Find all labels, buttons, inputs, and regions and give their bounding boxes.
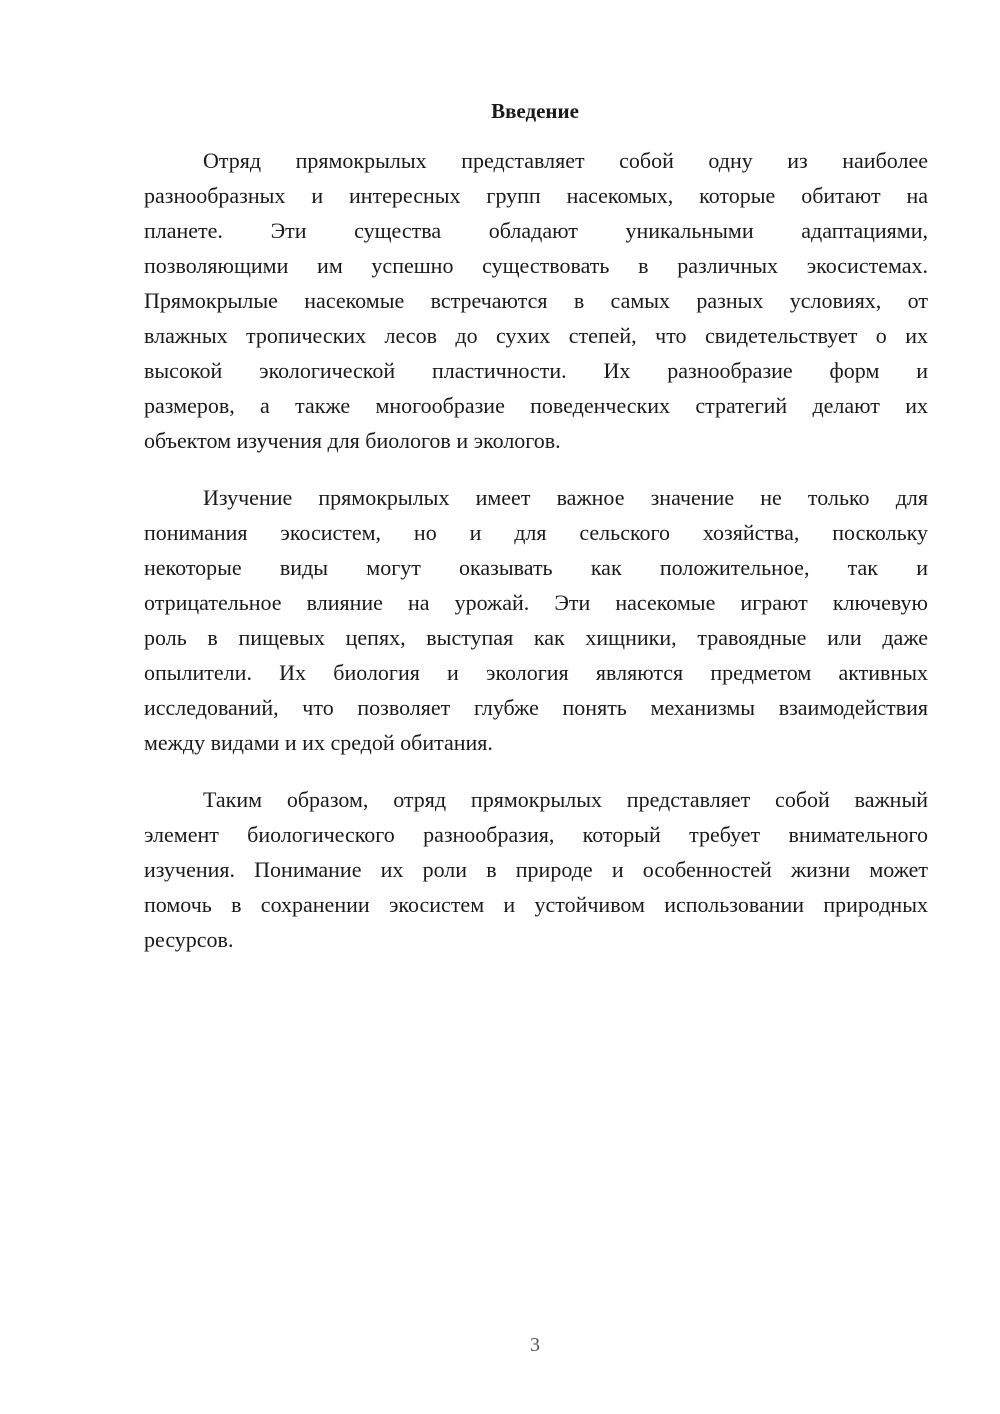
text-line: опылители. Их биология и экология являются предметом активных <box>144 660 928 685</box>
text-line: отрицательное влияние на урожай. Эти насекомые играют ключевую <box>144 590 928 615</box>
paragraph <box>144 143 928 458</box>
text-line: Таким образом, отряд прямокрылых представляет собой важный <box>203 787 928 812</box>
text-line: размеров, а также многообразие поведенческих стратегий делают их <box>144 393 928 418</box>
text-line: объектом изучения для биологов и экологов. <box>144 428 561 453</box>
text-line: Прямокрылые насекомые встречаются в самых разных условиях, от <box>144 288 928 313</box>
document-body <box>144 143 928 979</box>
text-line: изучения. Понимание их роли в природе и особенностей жизни может <box>144 857 928 882</box>
text-line: между видами и их средой обитания. <box>144 730 493 755</box>
text-line: ресурсов. <box>144 927 234 952</box>
text-line: помочь в сохранении экосистем и устойчивом использовании природных <box>144 892 928 917</box>
paragraph <box>144 782 928 957</box>
section-title: Введение <box>491 99 579 123</box>
page-number: 3 <box>530 1334 540 1356</box>
text-line: исследований, что позволяет глубже понять механизмы взаимодействия <box>144 695 928 720</box>
text-line: позволяющими им успешно существовать в различных экосистемах. <box>144 253 928 278</box>
text-line: элемент биологического разнообразия, который требует внимательного <box>144 822 928 847</box>
text-line: Изучение прямокрылых имеет важное значение не только для <box>203 485 928 510</box>
paragraph <box>144 480 928 760</box>
text-line: влажных тропических лесов до сухих степей, что свидетельствует о их <box>144 323 928 348</box>
text-line: высокой экологической пластичности. Их разнообразие форм и <box>144 358 928 383</box>
text-line: разнообразных и интересных групп насекомых, которые обитают на <box>144 183 928 208</box>
text-line: понимания экосистем, но и для сельского хозяйства, поскольку <box>144 520 928 545</box>
text-line: планете. Эти существа обладают уникальными адаптациями, <box>144 218 928 243</box>
text-line: некоторые виды могут оказывать как положительное, так и <box>144 555 928 580</box>
text-line: роль в пищевых цепях, выступая как хищники, травоядные или даже <box>144 625 928 650</box>
text-line: Отряд прямокрылых представляет собой одну из наиболее <box>203 148 928 173</box>
